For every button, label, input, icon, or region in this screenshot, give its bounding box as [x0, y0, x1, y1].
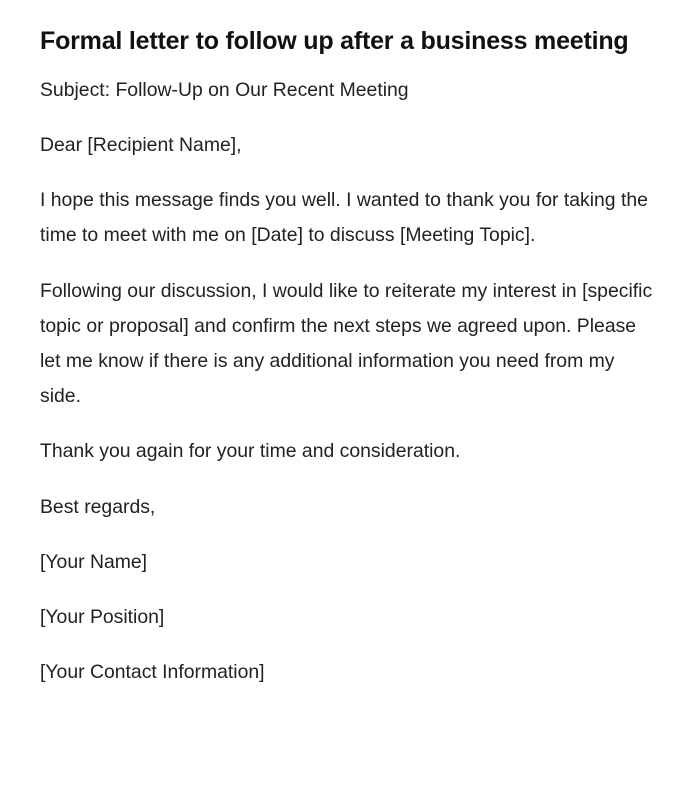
- signature-contact: [Your Contact Information]: [40, 661, 265, 683]
- letter-paragraph-thanks: Thank you again for your time and consideration.: [40, 440, 461, 462]
- letter-greeting: Dear [Recipient Name],: [40, 134, 242, 156]
- letter-subject: Subject: Follow-Up on Our Recent Meeting: [40, 79, 409, 101]
- letter-closing: Best regards,: [40, 496, 156, 518]
- letter-paragraph-intro: I hope this message finds you well. I wanted to thank you for taking the time to meet with me on [Date] to discuss [Meeting Topic].: [40, 189, 648, 246]
- signature-position: [Your Position]: [40, 606, 165, 628]
- letter-document: [40, 20, 660, 690]
- page-title: Formal letter to follow up after a business meeting: [40, 27, 629, 55]
- letter-paragraph-followup: Following our discussion, I would like to reiterate my interest in [specific topic or proposal] and confirm the next steps we agreed upon. Please let me know if there is any additional information you need from my side.: [40, 280, 653, 407]
- signature-name: [Your Name]: [40, 551, 148, 573]
